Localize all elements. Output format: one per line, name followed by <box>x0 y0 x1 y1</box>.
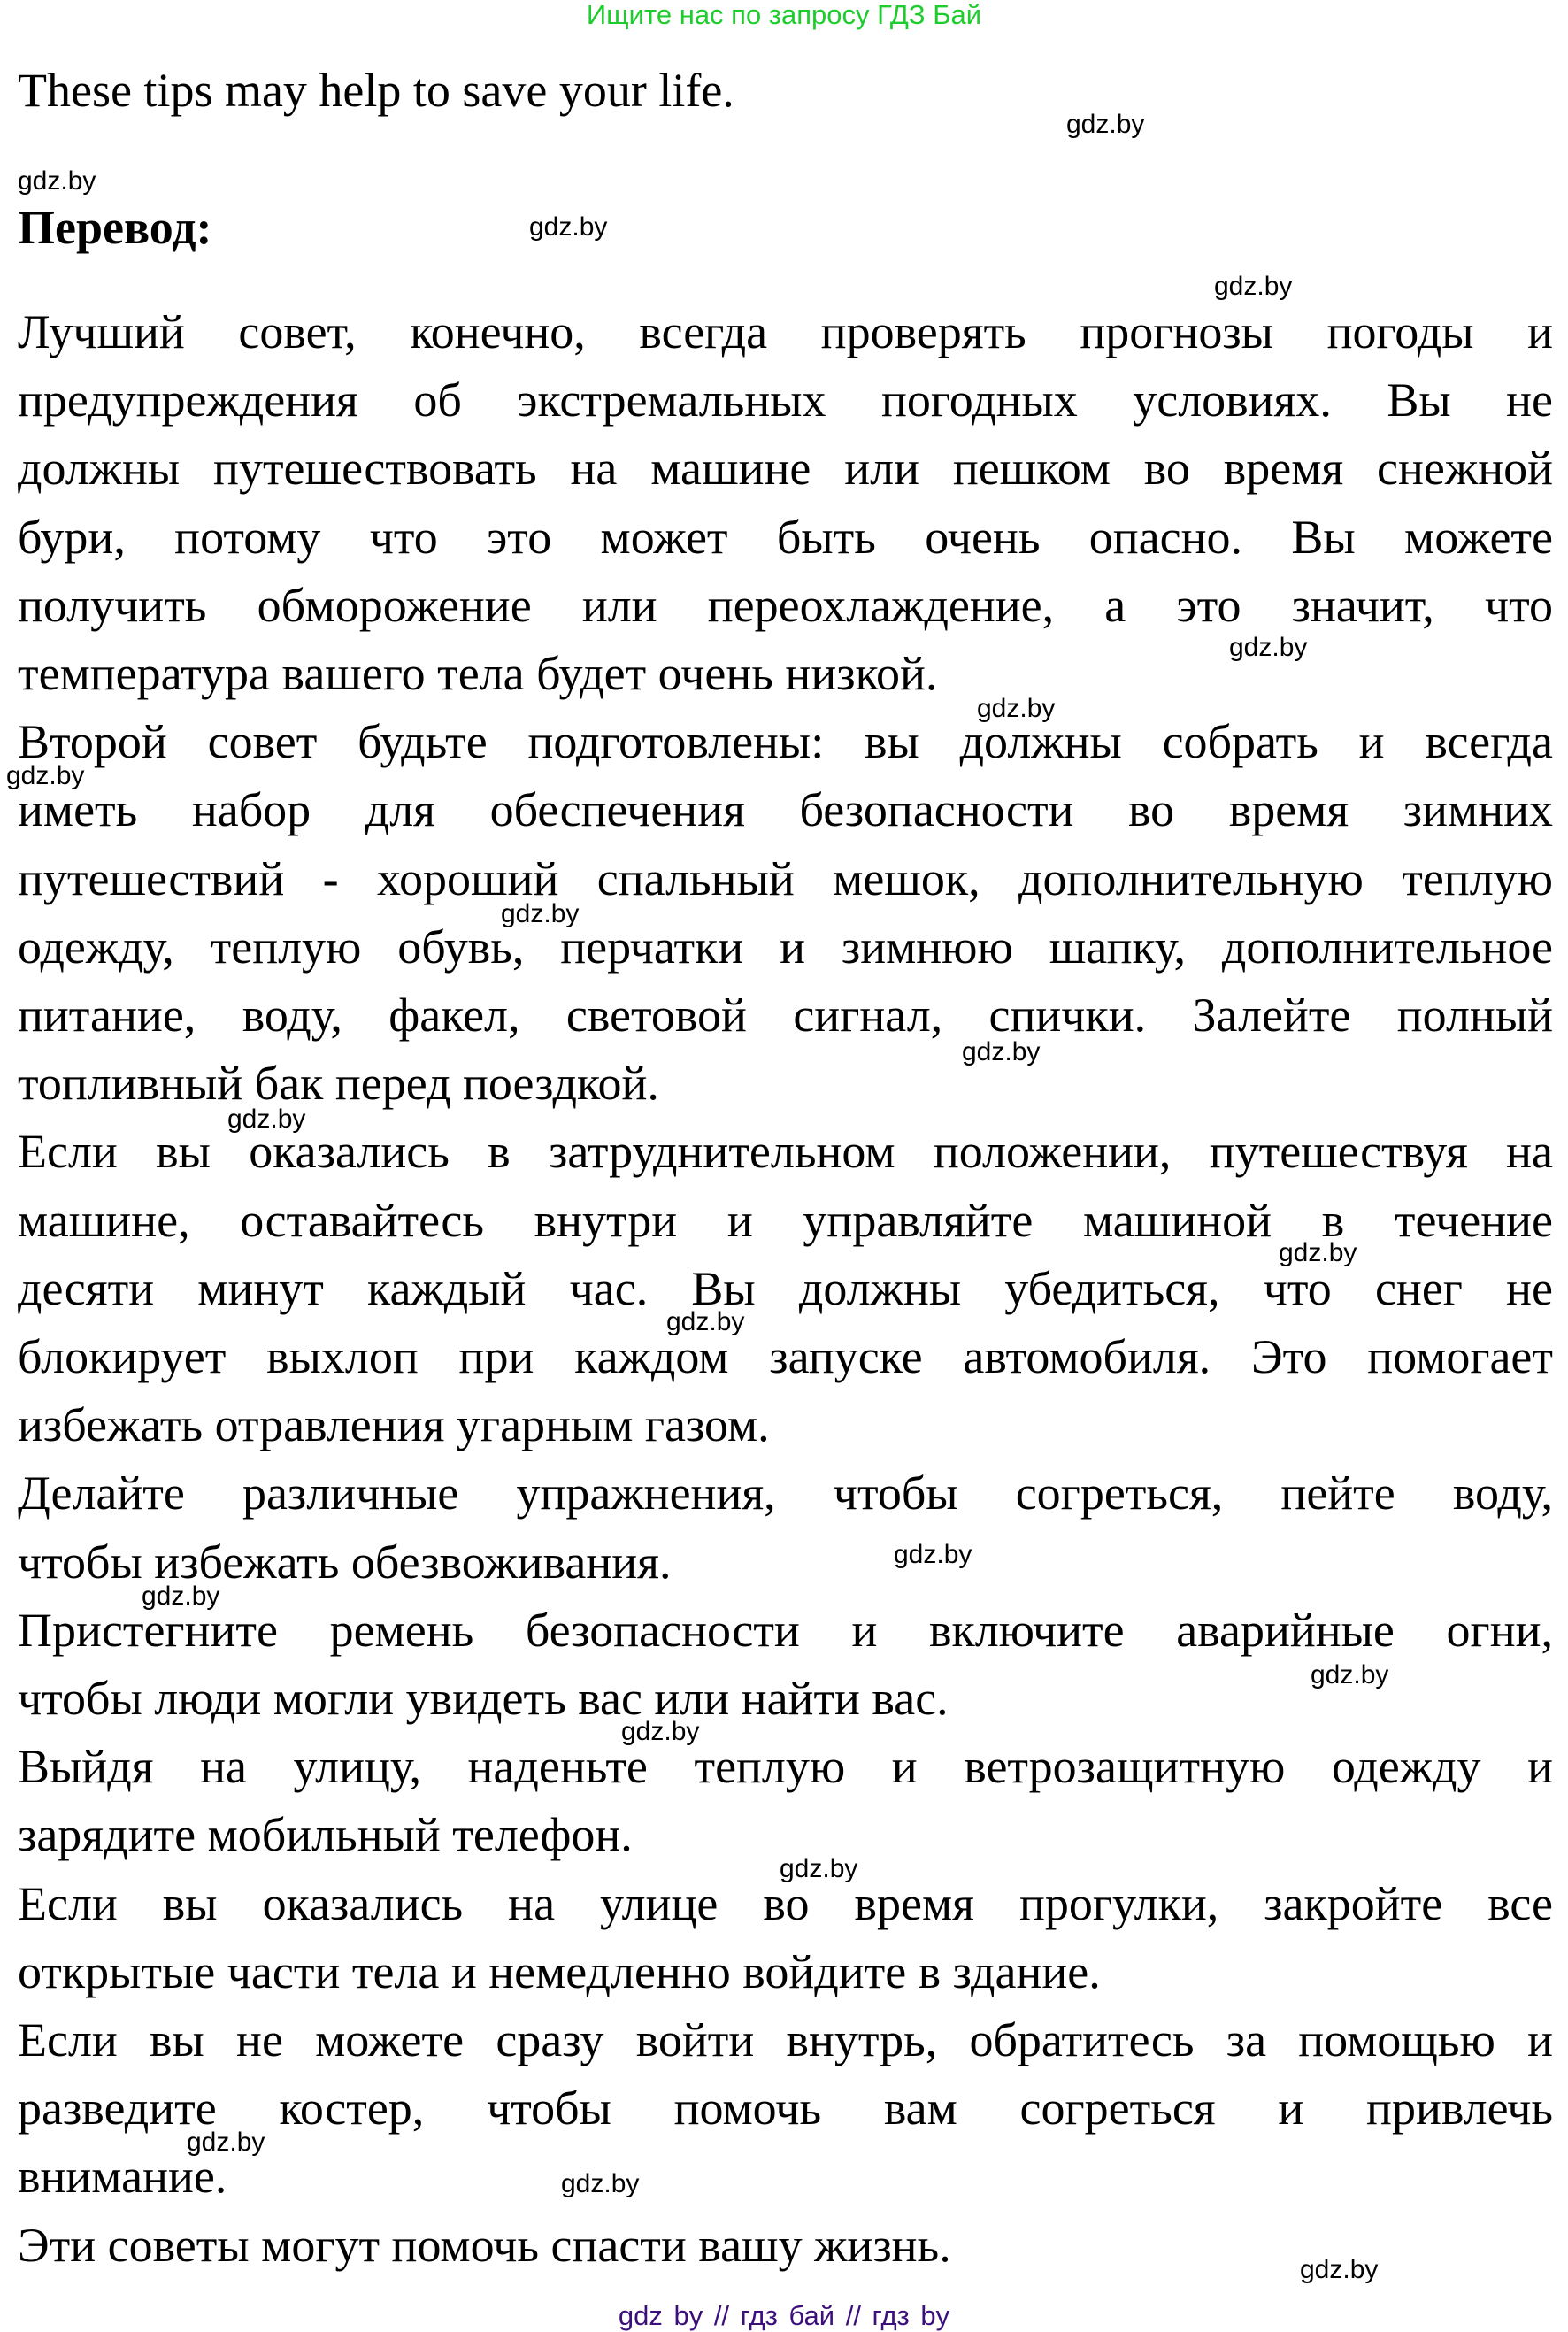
paragraph-line: зарядите мобильный телефон. <box>18 1808 633 1862</box>
paragraph-line: иметь набор для обеспечения безопасности во время зимних <box>18 783 1553 837</box>
paragraph-line: путешествий - хороший спальный мешок, дополнительную теплую <box>18 851 1553 905</box>
watermark: gdz.by <box>1300 2255 1379 2284</box>
watermark: gdz.by <box>501 899 580 928</box>
paragraph-line: разведите костер, чтобы помочь вам согреться и привлечь <box>18 2082 1553 2136</box>
watermark: gdz.by <box>977 694 1056 723</box>
paragraph-line: одежду, теплую обувь, перчатки и зимнюю шапку, дополнительное <box>18 920 1553 974</box>
header-banner[interactable]: Ищите нас по запросу ГДЗ Бай <box>586 0 982 30</box>
paragraph-line: Выйдя на улицу, наденьте теплую и ветрозащитную одежду и <box>18 1740 1553 1794</box>
paragraph-line: получить обморожение или переохлаждение, а это значит, что <box>18 578 1553 632</box>
paragraph-line: Если вы не можете сразу войти внутрь, обратитесь за помощью и <box>18 2013 1553 2066</box>
paragraph-line: десяти минут каждый час. Вы должны убедиться, что снег не <box>18 1261 1553 1315</box>
watermark: gdz.by <box>1229 633 1308 662</box>
watermark: gdz.by <box>1214 272 1293 301</box>
watermark: gdz.by <box>666 1307 745 1336</box>
paragraph-line: машине, оставайтесь внутри и управляйте машиной в течение <box>18 1193 1553 1247</box>
paragraph-line: Второй совет будьте подготовлены: вы должны собрать и всегда <box>18 715 1553 769</box>
watermark: gdz.by <box>529 212 608 242</box>
watermark: gdz.by <box>227 1104 306 1134</box>
watermark: gdz.by <box>1066 110 1145 139</box>
translation-heading: Перевод: <box>18 201 212 254</box>
watermark: gdz.by <box>187 2128 265 2157</box>
watermark: gdz.by <box>621 1717 700 1746</box>
paragraph-line: Эти советы могут помочь спасти вашу жизнь. <box>18 2218 951 2272</box>
footer-links[interactable]: gdz by // гдз бай // гдз by <box>618 2300 950 2331</box>
watermark: gdz.by <box>962 1037 1041 1066</box>
paragraph-line: температура вашего тела будет очень низкой. <box>18 647 938 700</box>
paragraph-line: Если вы оказались на улице во время прогулки, закройте все <box>18 1876 1553 1930</box>
watermark: gdz.by <box>18 166 96 196</box>
paragraph-line: бури, потому что это может быть очень опасно. Вы можете <box>18 510 1553 564</box>
watermark: gdz.by <box>1279 1238 1357 1267</box>
watermark: gdz.by <box>894 1540 972 1569</box>
paragraph-line: избежать отравления угарным газом. <box>18 1398 770 1452</box>
paragraph-line: чтобы избежать обезвоживания. <box>18 1535 672 1589</box>
paragraph-line: предупреждения об экстремальных погодных условиях. Вы не <box>18 373 1553 427</box>
paragraph-line: чтобы люди могли увидеть вас или найти вас. <box>18 1672 949 1725</box>
paragraph-line: Делайте различные упражнения, чтобы согреться, пейте воду, <box>18 1466 1553 1520</box>
watermark: gdz.by <box>780 1854 858 1883</box>
paragraph-line: внимание. <box>18 2150 227 2204</box>
paragraph-line: Если вы оказались в затруднительном положении, путешествуя на <box>18 1125 1553 1179</box>
paragraph-line: должны путешествовать на машине или пешком во время снежной <box>18 442 1553 496</box>
paragraph-line: питание, воду, факел, световой сигнал, спички. Залейте полный <box>18 989 1553 1042</box>
paragraph-line: блокирует выхлоп при каждом запуске автомобиля. Это помогает <box>18 1330 1553 1383</box>
paragraph-line: топливный бак перед поездкой. <box>18 1057 659 1111</box>
watermark: gdz.by <box>6 761 85 790</box>
english-text-line: These tips may help to save your life. <box>18 64 734 117</box>
watermark: gdz.by <box>561 2169 640 2198</box>
watermark: gdz.by <box>1311 1660 1389 1689</box>
paragraph-line: Лучший совет, конечно, всегда проверять прогнозы погоды и <box>18 305 1553 358</box>
paragraph-line: Пристегните ремень безопасности и включите аварийные огни, <box>18 1603 1553 1657</box>
paragraph-line: открытые части тела и немедленно войдите в здание. <box>18 1944 1101 1998</box>
watermark: gdz.by <box>142 1582 220 1611</box>
